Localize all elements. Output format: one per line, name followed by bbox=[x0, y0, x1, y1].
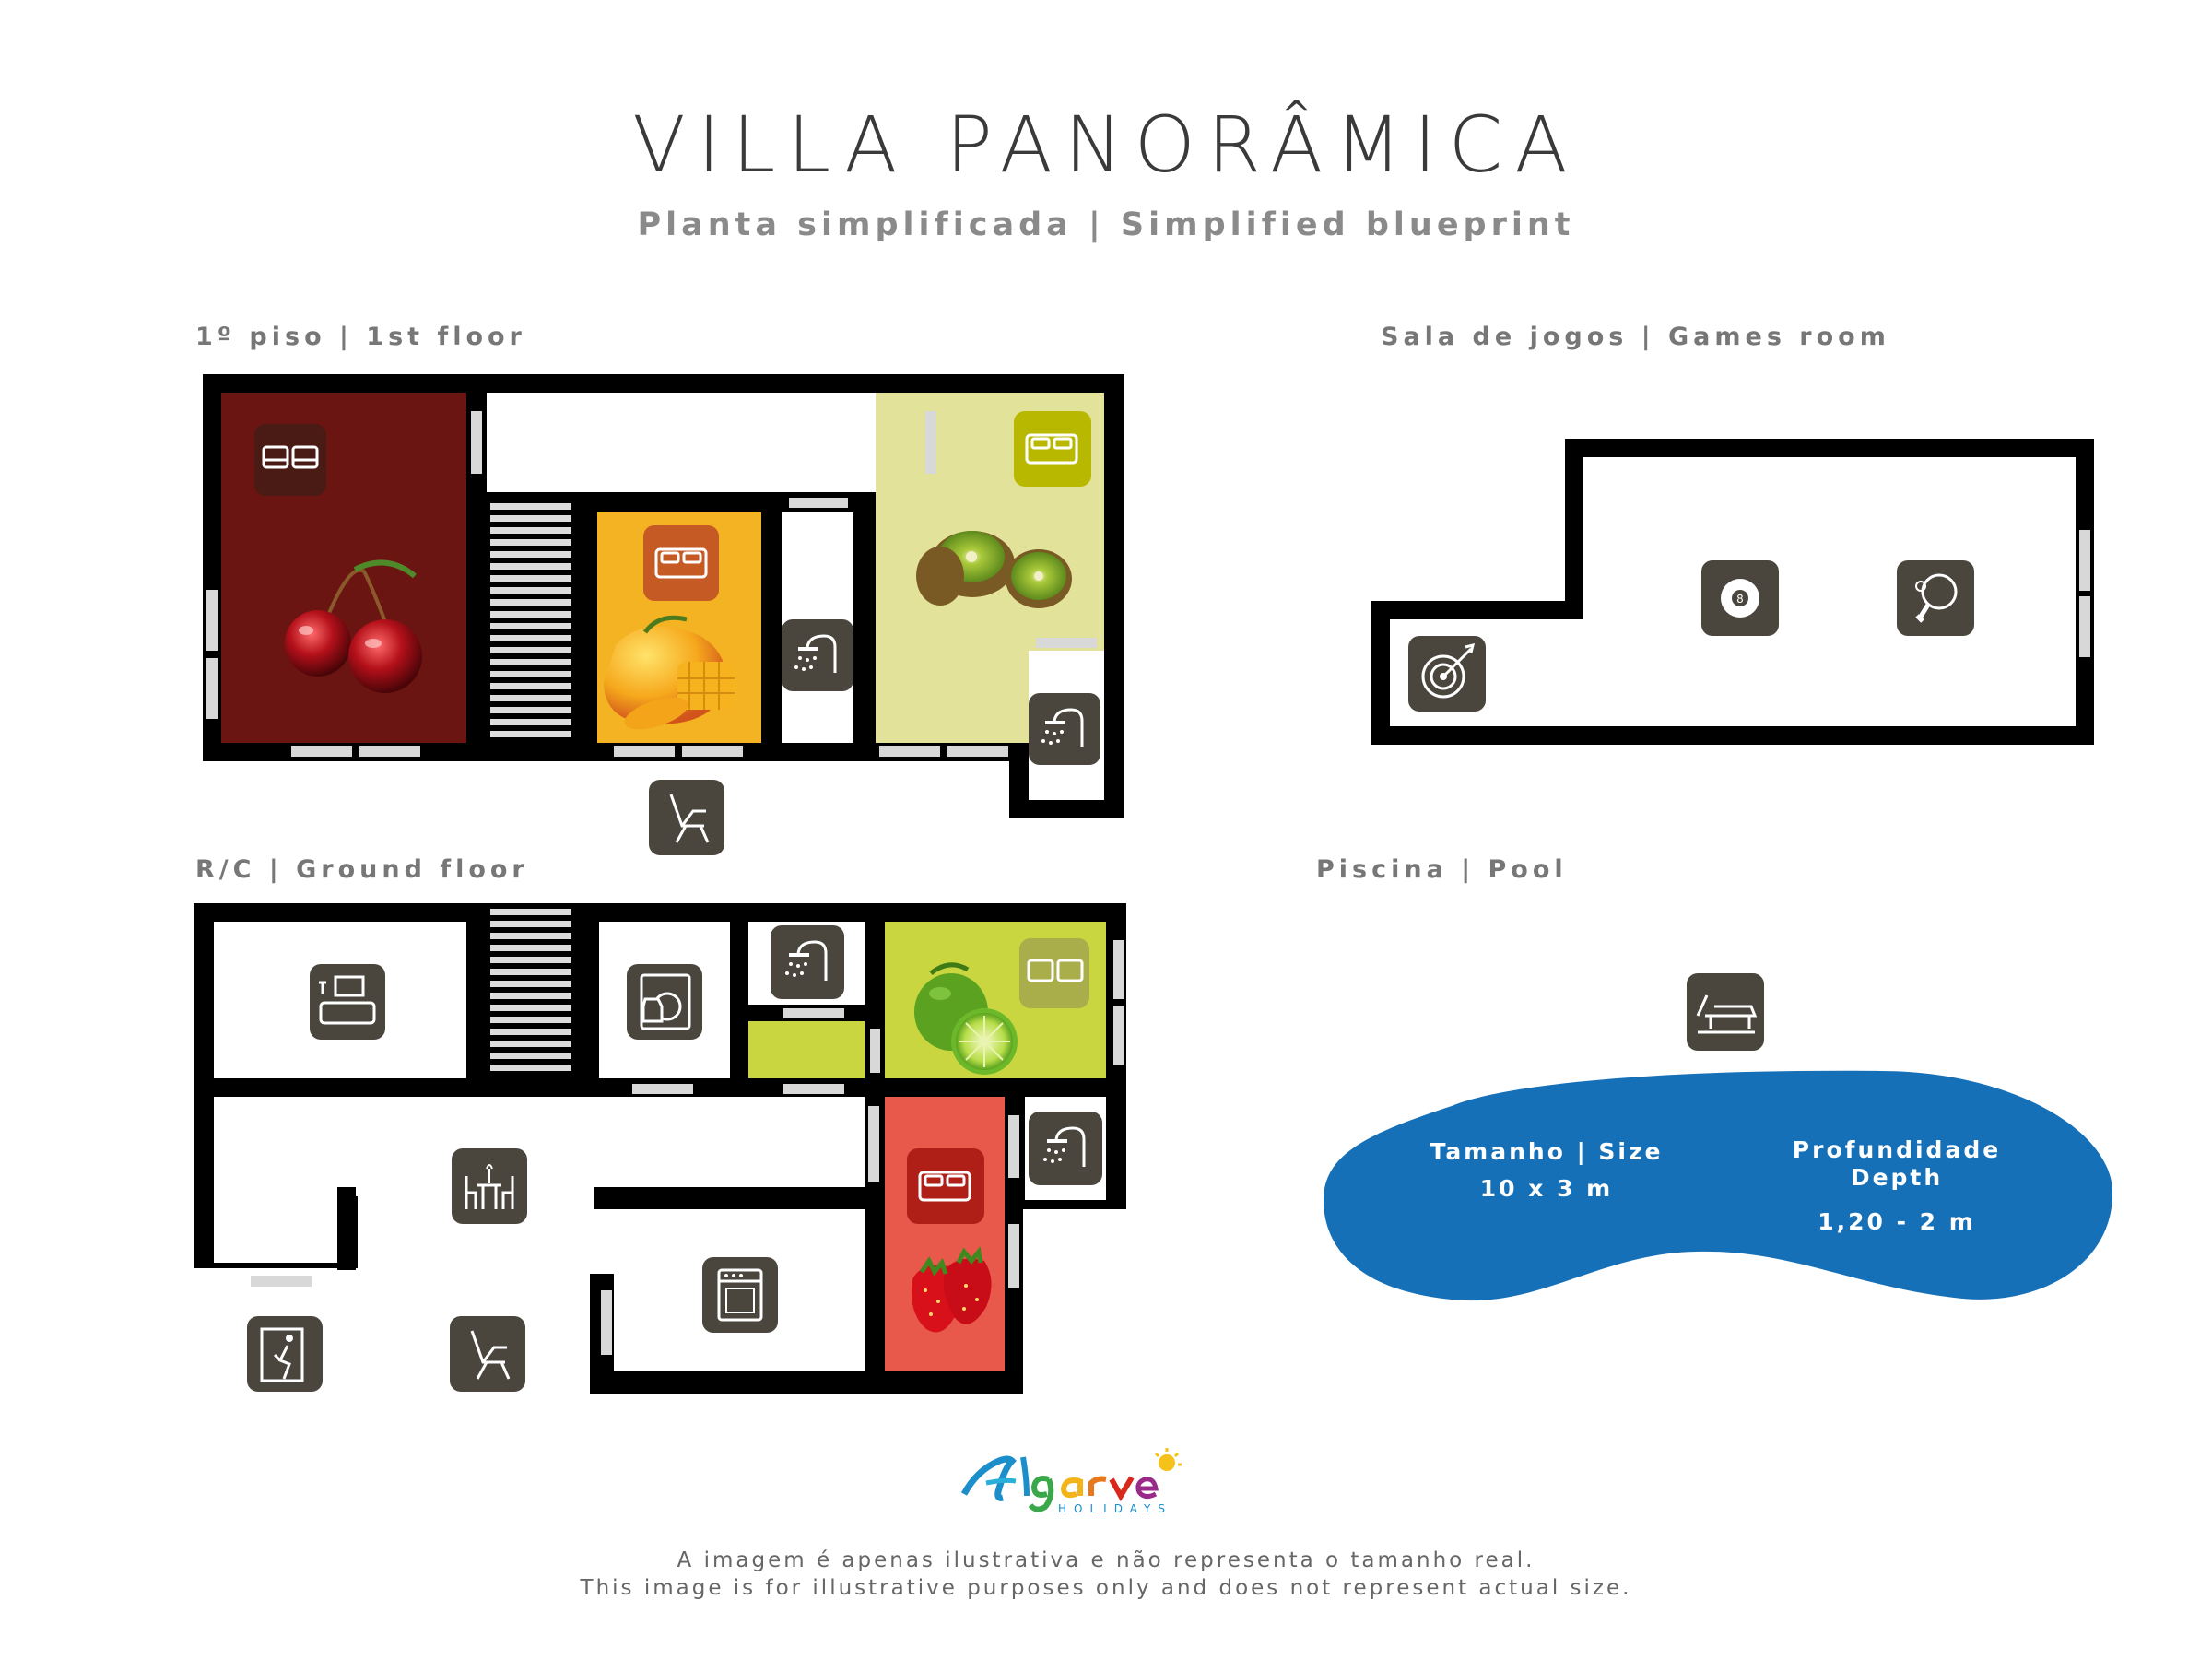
pool-depth-value: 1,20 - 2 m bbox=[1818, 1208, 1976, 1235]
closet bbox=[748, 1021, 865, 1078]
games-room-label: Sala de jogos | Games room bbox=[1381, 323, 1890, 351]
pool-label: Piscina | Pool bbox=[1316, 855, 1568, 884]
double-bed-icon bbox=[643, 525, 719, 601]
washing-machine-icon bbox=[627, 964, 702, 1040]
pool-depth-label: Profundidade bbox=[1792, 1136, 2002, 1163]
twin-beds-icon bbox=[1019, 938, 1089, 1008]
darts-icon bbox=[1408, 636, 1486, 712]
hallway bbox=[487, 393, 920, 492]
billiard-ball-icon bbox=[1701, 560, 1779, 636]
pool-size-value: 10 x 3 m bbox=[1479, 1175, 1614, 1202]
logo-subtitle: HOLIDAYS bbox=[1058, 1502, 1172, 1515]
page-title: VILLA PANORÂMICA bbox=[632, 100, 1580, 190]
strawberry-bedroom bbox=[885, 1097, 1005, 1371]
disclaimer-en: This image is for illustrative purposes only and does not represent actual size. bbox=[580, 1576, 1632, 1600]
shower-icon bbox=[771, 925, 844, 999]
pool-size-label: Tamanho | Size bbox=[1430, 1138, 1664, 1165]
dining-table-icon bbox=[452, 1148, 527, 1224]
disclaimer-pt: A imagem é apenas ilustrativa e não representa o tamanho real. bbox=[677, 1548, 1535, 1572]
sun-lounger-icon bbox=[1687, 973, 1764, 1051]
double-bed-icon bbox=[1014, 411, 1091, 487]
svg-text:8: 8 bbox=[1736, 593, 1744, 606]
shower-icon bbox=[782, 619, 853, 691]
sofa-tv-icon bbox=[310, 964, 385, 1040]
page-subtitle: Planta simplificada | Simplified blueprint bbox=[637, 206, 1575, 243]
entrance-icon bbox=[247, 1316, 323, 1392]
first-floor-label: 1º piso | 1st floor bbox=[195, 323, 526, 351]
oven-icon bbox=[702, 1257, 778, 1333]
chair-icon bbox=[450, 1316, 525, 1392]
pool-shape bbox=[1324, 1071, 2112, 1300]
shower-icon bbox=[1029, 1112, 1102, 1185]
twin-beds-icon bbox=[254, 424, 326, 496]
pool-depth-label-en: Depth bbox=[1850, 1164, 1944, 1191]
ground-floor-label: R/C | Ground floor bbox=[195, 855, 529, 884]
algarve-holidays-logo bbox=[959, 1442, 1272, 1516]
chair-icon bbox=[649, 780, 724, 855]
shower-icon bbox=[1029, 693, 1100, 765]
ping-pong-icon bbox=[1897, 560, 1974, 636]
stairs-first-floor bbox=[488, 501, 573, 741]
double-bed-icon bbox=[907, 1148, 984, 1224]
stairs-ground-floor bbox=[487, 907, 575, 1077]
